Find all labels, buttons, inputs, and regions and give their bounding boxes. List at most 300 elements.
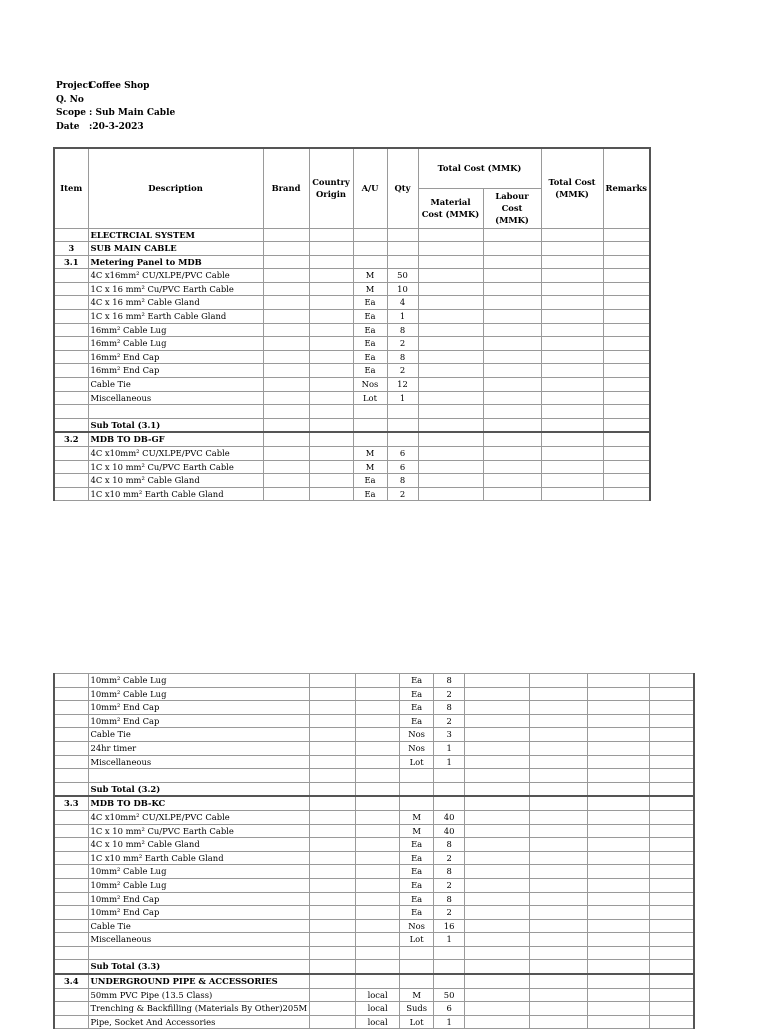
- subtotal-row: [54, 960, 694, 974]
- country-origin-cell: [309, 296, 353, 310]
- au-cell: Nos: [400, 728, 434, 742]
- material-cost-cell: [418, 296, 483, 310]
- au-cell: Ea: [400, 838, 434, 852]
- project-header: [56, 80, 175, 134]
- labour-cost-cell: [530, 824, 588, 838]
- table-row: [54, 851, 694, 865]
- subtotal-row: [54, 418, 650, 432]
- au-cell: Lot: [400, 933, 434, 947]
- remarks-cell: [650, 701, 694, 715]
- qty-cell: 4: [387, 296, 418, 310]
- total-cost-cell: [588, 810, 650, 824]
- labour-cost-cell: [530, 687, 588, 701]
- item-cell: [54, 906, 88, 920]
- material-cost-cell: [465, 769, 530, 783]
- brand-cell: [263, 323, 309, 337]
- brand-cell: [263, 350, 309, 364]
- total-cost-cell: [588, 755, 650, 769]
- au-cell: M: [400, 824, 434, 838]
- qty-cell: [387, 405, 418, 419]
- remarks-cell: [603, 296, 650, 310]
- labour-cost-cell: [530, 810, 588, 824]
- au-cell: Lot: [353, 391, 387, 405]
- material-cost-cell: [418, 269, 483, 283]
- labour-cost-cell: [483, 364, 541, 378]
- country-origin-cell: [309, 474, 353, 488]
- brand-cell: [263, 296, 309, 310]
- total-cost-cell: [541, 255, 603, 269]
- au-cell: Suds: [400, 1002, 434, 1016]
- brand-cell: [310, 687, 356, 701]
- description-cell: Cable Tie: [88, 919, 310, 933]
- project-value: Coffee Shop: [89, 81, 150, 91]
- country-origin-cell: [309, 447, 353, 461]
- description-cell: 1C x10 mm² Earth Cable Gland: [88, 487, 263, 501]
- labour-cost-cell: [530, 728, 588, 742]
- country-origin-cell: [309, 418, 353, 432]
- description-cell: 16mm² End Cap: [88, 364, 263, 378]
- brand-cell: [310, 701, 356, 715]
- project-row: [56, 80, 175, 94]
- material-cost-cell: [418, 487, 483, 501]
- country-origin-cell: [309, 460, 353, 474]
- country-origin-cell: [356, 919, 400, 933]
- description-cell: 10mm² Cable Lug: [88, 687, 310, 701]
- remarks-cell: [650, 728, 694, 742]
- table-row: [54, 878, 694, 892]
- total-cost-cell: [588, 838, 650, 852]
- description-cell: 16mm² End Cap: [88, 350, 263, 364]
- qty-cell: 40: [434, 810, 465, 824]
- material-cost-cell: [465, 674, 530, 688]
- remarks-cell: [650, 974, 694, 988]
- description-cell: 1C x 16 mm² Earth Cable Gland: [88, 310, 263, 324]
- description-cell: SUB MAIN CABLE: [88, 242, 263, 256]
- qty-cell: 1: [387, 391, 418, 405]
- description-cell: Miscellaneous: [88, 933, 310, 947]
- remarks-cell: [650, 946, 694, 960]
- total-cost-cell: [541, 323, 603, 337]
- au-cell: M: [353, 447, 387, 461]
- header-labour-cost: Labour Cost (MMK): [483, 188, 541, 228]
- description-cell: UNDERGROUND PIPE & ACCESSORIES: [88, 974, 310, 988]
- material-cost-cell: [465, 687, 530, 701]
- au-cell: M: [353, 269, 387, 283]
- material-cost-cell: [465, 796, 530, 810]
- brand-cell: [310, 851, 356, 865]
- labour-cost-cell: [483, 378, 541, 392]
- country-origin-cell: [356, 906, 400, 920]
- labour-cost-cell: [483, 310, 541, 324]
- material-cost-cell: [418, 474, 483, 488]
- remarks-cell: [603, 310, 650, 324]
- qty-cell: 50: [387, 269, 418, 283]
- material-cost-cell: [465, 906, 530, 920]
- total-cost-cell: [588, 796, 650, 810]
- table-row: [54, 296, 650, 310]
- description-cell: MDB TO DB-KC: [88, 796, 310, 810]
- au-cell: [400, 769, 434, 783]
- country-origin-cell: [309, 255, 353, 269]
- item-cell: [54, 674, 88, 688]
- description-cell: Miscellaneous: [88, 755, 310, 769]
- description-cell: 4C x16mm² CU/XLPE/PVC Cable: [88, 269, 263, 283]
- qty-cell: 50: [434, 988, 465, 1002]
- description-cell: 10mm² End Cap: [88, 906, 310, 920]
- labour-cost-cell: [530, 796, 588, 810]
- remarks-cell: [603, 255, 650, 269]
- qty-cell: 1: [434, 933, 465, 947]
- material-cost-cell: [465, 1002, 530, 1016]
- header-brand: Brand: [263, 148, 309, 228]
- description-cell: 16mm² Cable Lug: [88, 337, 263, 351]
- total-cost-cell: [588, 701, 650, 715]
- au-cell: Ea: [353, 350, 387, 364]
- table-row: [54, 242, 650, 256]
- description-cell: 4C x 10 mm² Cable Gland: [88, 474, 263, 488]
- material-cost-cell: [465, 755, 530, 769]
- description-cell: Sub Total (3.1): [88, 418, 263, 432]
- labour-cost-cell: [530, 933, 588, 947]
- qty-cell: 12: [387, 378, 418, 392]
- au-cell: Ea: [400, 674, 434, 688]
- description-cell: 4C x10mm² CU/XLPE/PVC Cable: [88, 810, 310, 824]
- table-row: [54, 838, 694, 852]
- remarks-cell: [603, 282, 650, 296]
- material-cost-cell: [465, 1015, 530, 1029]
- item-cell: [54, 701, 88, 715]
- remarks-cell: [650, 906, 694, 920]
- item-cell: [54, 919, 88, 933]
- table-body-page-2: [54, 674, 694, 1029]
- qty-cell: 2: [434, 851, 465, 865]
- table-row: [54, 741, 694, 755]
- remarks-cell: [650, 838, 694, 852]
- item-cell: [54, 865, 88, 879]
- labour-cost-cell: [483, 487, 541, 501]
- labour-cost-cell: [483, 282, 541, 296]
- brand-cell: [310, 796, 356, 810]
- table-row: [54, 1015, 694, 1029]
- total-cost-cell: [541, 474, 603, 488]
- item-cell: [54, 460, 88, 474]
- total-cost-cell: [588, 1015, 650, 1029]
- header-remarks: Remarks: [603, 148, 650, 228]
- au-cell: Nos: [400, 741, 434, 755]
- total-cost-cell: [541, 310, 603, 324]
- au-cell: M: [353, 460, 387, 474]
- scope-label: Scope: [56, 108, 87, 118]
- au-cell: Ea: [353, 310, 387, 324]
- au-cell: Nos: [353, 378, 387, 392]
- description-cell: 1C x10 mm² Earth Cable Gland: [88, 851, 310, 865]
- material-cost-cell: [418, 364, 483, 378]
- table-row: [54, 255, 650, 269]
- brand-cell: [310, 988, 356, 1002]
- qty-cell: [387, 228, 418, 242]
- labour-cost-cell: [483, 228, 541, 242]
- total-cost-cell: [541, 282, 603, 296]
- au-cell: [353, 432, 387, 446]
- total-cost-cell: [588, 974, 650, 988]
- qty-cell: 1: [434, 1015, 465, 1029]
- table-row: [54, 674, 694, 688]
- brand-cell: [263, 391, 309, 405]
- item-cell: [54, 782, 88, 796]
- table-row: [54, 933, 694, 947]
- brand-cell: [310, 728, 356, 742]
- qty-cell: 8: [434, 892, 465, 906]
- qty-cell: 10: [387, 282, 418, 296]
- remarks-cell: [650, 714, 694, 728]
- item-cell: 3.3: [54, 796, 88, 810]
- material-cost-cell: [418, 378, 483, 392]
- item-cell: [54, 282, 88, 296]
- description-cell: ELECTRCIAL SYSTEM: [88, 228, 263, 242]
- description-cell: MDB TO DB-GF: [88, 432, 263, 446]
- labour-cost-cell: [530, 946, 588, 960]
- country-origin-cell: [356, 824, 400, 838]
- material-cost-cell: [465, 919, 530, 933]
- qty-cell: 8: [434, 701, 465, 715]
- qty-cell: 3: [434, 728, 465, 742]
- qty-cell: [434, 769, 465, 783]
- total-cost-cell: [541, 391, 603, 405]
- item-cell: [54, 687, 88, 701]
- material-cost-cell: [465, 946, 530, 960]
- total-cost-cell: [541, 432, 603, 446]
- labour-cost-cell: [530, 1002, 588, 1016]
- description-cell: Cable Tie: [88, 728, 310, 742]
- remarks-cell: [650, 796, 694, 810]
- table-row: [54, 269, 650, 283]
- qty-cell: 8: [387, 474, 418, 488]
- table-row: [54, 714, 694, 728]
- material-cost-cell: [465, 782, 530, 796]
- item-cell: [54, 296, 88, 310]
- au-cell: Ea: [400, 714, 434, 728]
- brand-cell: [310, 824, 356, 838]
- table-row: [54, 364, 650, 378]
- country-origin-cell: [356, 838, 400, 852]
- qty-cell: [387, 242, 418, 256]
- country-origin-cell: [356, 782, 400, 796]
- remarks-cell: [603, 364, 650, 378]
- description-cell: 4C x10mm² CU/XLPE/PVC Cable: [88, 447, 263, 461]
- remarks-cell: [650, 755, 694, 769]
- qty-cell: 8: [434, 674, 465, 688]
- description-cell: Cable Tie: [88, 378, 263, 392]
- scope-row: [56, 107, 175, 121]
- total-cost-cell: [588, 851, 650, 865]
- remarks-cell: [603, 378, 650, 392]
- labour-cost-cell: [530, 838, 588, 852]
- remarks-cell: [650, 741, 694, 755]
- total-cost-cell: [588, 988, 650, 1002]
- country-origin-cell: [309, 310, 353, 324]
- remarks-cell: [603, 228, 650, 242]
- description-cell: 1C x 16 mm² Cu/PVC Earth Cable: [88, 282, 263, 296]
- total-cost-cell: [588, 782, 650, 796]
- brand-cell: [310, 946, 356, 960]
- date-label: Date: [56, 121, 80, 132]
- brand-cell: [263, 242, 309, 256]
- labour-cost-cell: [483, 447, 541, 461]
- au-cell: M: [353, 282, 387, 296]
- material-cost-cell: [418, 282, 483, 296]
- country-origin-cell: [356, 741, 400, 755]
- brand-cell: [310, 838, 356, 852]
- material-cost-cell: [465, 824, 530, 838]
- au-cell: [353, 242, 387, 256]
- table-row: [54, 447, 650, 461]
- description-cell: 4C x 16 mm² Cable Gland: [88, 296, 263, 310]
- brand-cell: [263, 460, 309, 474]
- table-row: [54, 487, 650, 501]
- description-cell: 24hr timer: [88, 741, 310, 755]
- brand-cell: [263, 378, 309, 392]
- country-origin-cell: [356, 714, 400, 728]
- qty-cell: [387, 432, 418, 446]
- item-cell: [54, 838, 88, 852]
- material-cost-cell: [418, 337, 483, 351]
- qty-cell: 1: [434, 741, 465, 755]
- table-row: [54, 824, 694, 838]
- table-row: [54, 1002, 694, 1016]
- country-origin-cell: local: [356, 1002, 400, 1016]
- brand-cell: [310, 892, 356, 906]
- remarks-cell: [603, 242, 650, 256]
- remarks-cell: [603, 474, 650, 488]
- labour-cost-cell: [483, 323, 541, 337]
- au-cell: Lot: [400, 1015, 434, 1029]
- material-cost-cell: [418, 405, 483, 419]
- header-item: Item: [54, 148, 88, 228]
- description-cell: 1C x 10 mm² Cu/PVC Earth Cable: [88, 824, 310, 838]
- material-cost-cell: [418, 242, 483, 256]
- country-origin-cell: [356, 674, 400, 688]
- country-origin-cell: [356, 933, 400, 947]
- item-cell: [54, 378, 88, 392]
- remarks-cell: [650, 988, 694, 1002]
- remarks-cell: [650, 1002, 694, 1016]
- brand-cell: [310, 960, 356, 974]
- au-cell: Ea: [400, 906, 434, 920]
- labour-cost-cell: [483, 337, 541, 351]
- table-row: [54, 310, 650, 324]
- country-origin-cell: [356, 810, 400, 824]
- brand-cell: [310, 769, 356, 783]
- qty-cell: [434, 946, 465, 960]
- country-origin-cell: [309, 350, 353, 364]
- item-cell: [54, 1002, 88, 1016]
- table-row: [54, 906, 694, 920]
- qty-cell: 6: [387, 447, 418, 461]
- item-cell: [54, 337, 88, 351]
- table-row: [54, 405, 650, 419]
- item-cell: [54, 418, 88, 432]
- material-cost-cell: [465, 701, 530, 715]
- table-row: [54, 946, 694, 960]
- qty-cell: 2: [387, 487, 418, 501]
- au-cell: Ea: [353, 296, 387, 310]
- remarks-cell: [603, 460, 650, 474]
- au-cell: [400, 960, 434, 974]
- au-cell: Ea: [353, 323, 387, 337]
- item-cell: [54, 474, 88, 488]
- qty-cell: 16: [434, 919, 465, 933]
- country-origin-cell: [356, 769, 400, 783]
- au-cell: [353, 418, 387, 432]
- brand-cell: [263, 228, 309, 242]
- description-cell: 4C x 10 mm² Cable Gland: [88, 838, 310, 852]
- au-cell: Ea: [400, 878, 434, 892]
- qty-cell: 2: [387, 364, 418, 378]
- table-row: [54, 988, 694, 1002]
- brand-cell: [310, 674, 356, 688]
- labour-cost-cell: [530, 960, 588, 974]
- country-origin-cell: [356, 687, 400, 701]
- total-cost-cell: [541, 350, 603, 364]
- labour-cost-cell: [483, 269, 541, 283]
- description-cell: [88, 405, 263, 419]
- remarks-cell: [603, 323, 650, 337]
- qty-cell: 1: [387, 310, 418, 324]
- remarks-cell: [603, 447, 650, 461]
- remarks-cell: [650, 892, 694, 906]
- qty-cell: 8: [434, 865, 465, 879]
- country-origin-cell: [309, 323, 353, 337]
- item-cell: [54, 769, 88, 783]
- header-country-origin: Country Origin: [309, 148, 353, 228]
- table-row: [54, 892, 694, 906]
- au-cell: [400, 946, 434, 960]
- description-cell: Trenching & Backfilling (Materials By Other)205M: [88, 1002, 310, 1016]
- material-cost-cell: [465, 741, 530, 755]
- labour-cost-cell: [530, 769, 588, 783]
- country-origin-cell: [309, 337, 353, 351]
- qty-cell: [387, 255, 418, 269]
- brand-cell: [263, 282, 309, 296]
- total-cost-cell: [588, 687, 650, 701]
- qty-cell: [434, 782, 465, 796]
- remarks-cell: [603, 487, 650, 501]
- labour-cost-cell: [530, 919, 588, 933]
- labour-cost-cell: [530, 974, 588, 988]
- item-cell: [54, 714, 88, 728]
- country-origin-cell: [356, 892, 400, 906]
- country-origin-cell: [356, 796, 400, 810]
- au-cell: Ea: [353, 337, 387, 351]
- total-cost-cell: [588, 741, 650, 755]
- table-row: [54, 474, 650, 488]
- material-cost-cell: [465, 892, 530, 906]
- material-cost-cell: [465, 974, 530, 988]
- qty-cell: 40: [434, 824, 465, 838]
- material-cost-cell: [465, 988, 530, 1002]
- header-au: A/U: [353, 148, 387, 228]
- country-origin-cell: [309, 269, 353, 283]
- au-cell: Ea: [353, 487, 387, 501]
- au-cell: [400, 782, 434, 796]
- brand-cell: [310, 714, 356, 728]
- remarks-cell: [650, 810, 694, 824]
- au-cell: [353, 228, 387, 242]
- material-cost-cell: [465, 865, 530, 879]
- total-cost-cell: [588, 960, 650, 974]
- brand-cell: [310, 906, 356, 920]
- brand-cell: [263, 487, 309, 501]
